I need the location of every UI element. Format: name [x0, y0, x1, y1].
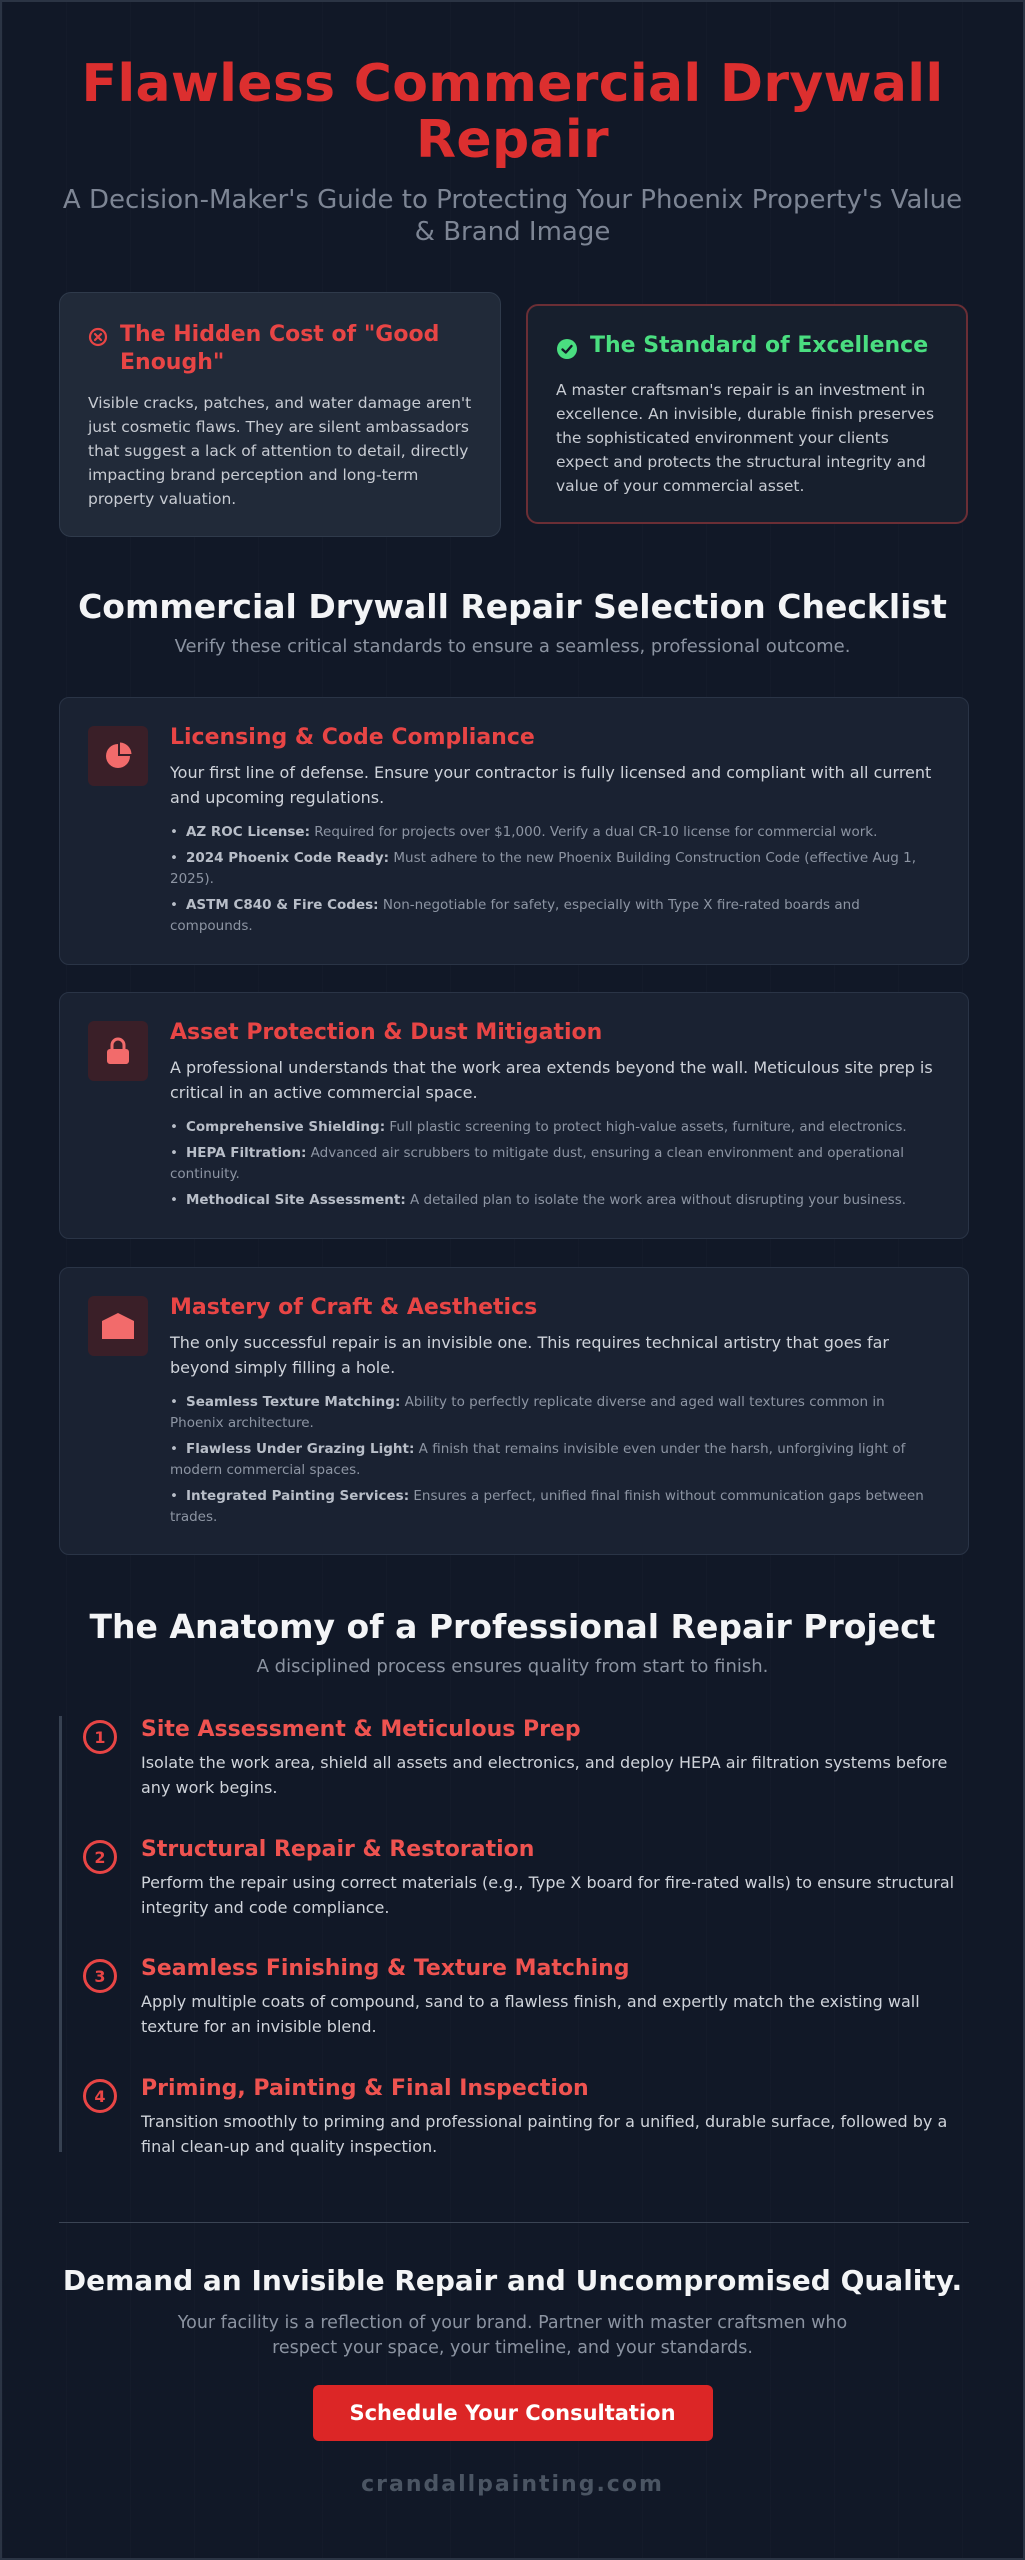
pie-chart-icon	[88, 726, 148, 786]
cta-text: Your facility is a reflection of your brand. Partner with master craftsmen who respect your space, your timeline, and your standards.	[177, 2313, 848, 2358]
process-step	[59, 1836, 969, 1920]
checklist-subtitle: Verify these critical standards to ensure a seamless, professional outcome.	[174, 636, 851, 657]
standard-title: The Standard of Excellence	[590, 333, 929, 358]
checklist-card-lead: A professional understands that the work area extends beyond the wall. Meticulous site prep is critical in an active commercial space.	[170, 1058, 933, 1102]
standard-card	[526, 304, 968, 524]
list-item: • Comprehensive Shielding: Full plastic screening to protect high-value assets, furniture, and electronics.	[170, 1119, 907, 1135]
lock-icon	[88, 1021, 148, 1081]
process-timeline	[59, 1716, 969, 2156]
step-number: 3	[83, 1959, 117, 1993]
list-item: • Integrated Painting Services: Ensures a perfect, unified final finish without communication gaps between trades.	[170, 1488, 924, 1525]
checklist-card-asset-protection	[59, 992, 969, 1239]
list-item: • HEPA Filtration: Advanced air scrubbers to mitigate dust, ensuring a clean environment and operational continuity.	[170, 1145, 905, 1182]
x-circle-icon	[88, 327, 108, 351]
list-item: • Seamless Texture Matching: Ability to perfectly replicate diverse and aged wall textures common in Phoenix architecture.	[170, 1394, 885, 1431]
checklist-title: Commercial Drywall Repair Selection Checklist	[78, 587, 947, 626]
checklist-card-licensing	[59, 697, 969, 965]
process-step	[59, 2075, 969, 2159]
process-step	[59, 1716, 969, 1800]
hero	[2, 2, 1023, 248]
checklist-card-title: Mastery of Craft & Aesthetics	[170, 1295, 538, 1320]
page-subtitle: A Decision-Maker's Guide to Protecting Your Phoenix Property's Value & Brand Image	[62, 185, 963, 247]
step-number: 1	[83, 1720, 117, 1754]
checklist-card-title: Asset Protection & Dust Mitigation	[170, 1020, 603, 1045]
list-item: • ASTM C840 & Fire Codes: Non-negotiable for safety, especially with Type X fire-rated boards and compounds.	[170, 897, 860, 934]
step-title: Priming, Painting & Final Inspection	[141, 2076, 589, 2101]
process-header	[2, 1607, 1023, 1677]
page-title: Flawless Commercial Drywall Repair	[81, 54, 944, 170]
step-text: Isolate the work area, shield all assets and electronics, and deploy HEPA air filtration systems before any work begins.	[141, 1753, 948, 1797]
hidden-cost-text: Visible cracks, patches, and water damage aren't just cosmetic flaws. They are silent ambassadors that suggest a lack of attention to detail, directly impacting brand perception and long-term property valuation.	[88, 394, 472, 508]
checklist-card-craft	[59, 1267, 969, 1555]
process-step	[59, 1955, 969, 2039]
step-title: Structural Repair & Restoration	[141, 1837, 535, 1862]
comparison-section	[59, 292, 966, 537]
list-item: • Methodical Site Assessment: A detailed plan to isolate the work area without disrupting your business.	[170, 1192, 907, 1208]
checklist-card-lead: Your first line of defense. Ensure your contractor is fully licensed and compliant with all current and upcoming regulations.	[170, 763, 932, 807]
footer-domain: crandallpainting.com	[361, 2472, 664, 2497]
checklist-bullets	[170, 822, 940, 937]
step-title: Seamless Finishing & Texture Matching	[141, 1956, 630, 1981]
list-item: • Flawless Under Grazing Light: A finish that remains invisible even under the harsh, unforgiving light of modern commercial spaces.	[170, 1441, 906, 1478]
home-icon	[88, 1296, 148, 1356]
list-item: • 2024 Phoenix Code Ready: Must adhere to the new Phoenix Building Construction Code (effective Aug 1, 2025).	[170, 850, 916, 887]
cta-section	[2, 2264, 1023, 2441]
process-title: The Anatomy of a Professional Repair Project	[89, 1607, 936, 1646]
step-text: Perform the repair using correct materials (e.g., Type X board for fire-rated walls) to ensure structural integrity and code compliance.	[141, 1873, 955, 1917]
step-title: Site Assessment & Meticulous Prep	[141, 1717, 581, 1742]
checklist-card-lead: The only successful repair is an invisible one. This requires technical artistry that goes far beyond simply filling a hole.	[170, 1333, 889, 1377]
hidden-cost-title: The Hidden Cost of "Good Enough"	[120, 322, 440, 375]
step-text: Transition smoothly to priming and professional painting for a unified, durable surface, followed by a final clean-up and quality inspection.	[141, 2112, 948, 2156]
standard-text: A master craftsman's repair is an investment in excellence. An invisible, durable finish preserves the sophisticated environment your clients expect and protects the structural integrity and value of your commercial asset.	[556, 381, 935, 495]
list-item: • AZ ROC License: Required for projects over $1,000. Verify a dual CR-10 license for commercial work.	[170, 824, 878, 840]
check-circle-icon	[556, 338, 578, 364]
checklist-card-title: Licensing & Code Compliance	[170, 725, 535, 750]
checklist-bullets	[170, 1117, 940, 1211]
section-divider	[59, 2222, 969, 2223]
cta-title: Demand an Invisible Repair and Uncompromised Quality.	[62, 2264, 963, 2297]
schedule-consultation-button[interactable]: Schedule Your Consultation	[313, 2385, 713, 2441]
hidden-cost-card	[59, 292, 501, 537]
checklist-header	[2, 587, 1023, 657]
step-text: Apply multiple coats of compound, sand to a flawless finish, and expertly match the existing wall texture for an invisible blend.	[141, 1992, 920, 2036]
process-subtitle: A disciplined process ensures quality from start to finish.	[256, 1656, 769, 1677]
step-number: 2	[83, 1840, 117, 1874]
step-number: 4	[83, 2079, 117, 2113]
checklist-bullets	[170, 1392, 940, 1528]
